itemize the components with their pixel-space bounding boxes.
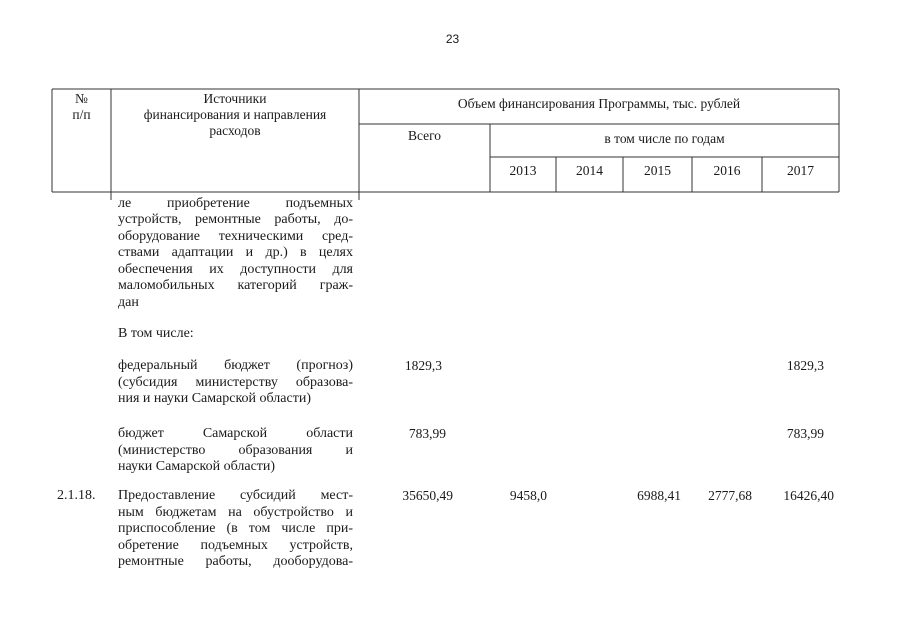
header-total: Всего — [407, 128, 442, 143]
regional-total: 783,99 — [408, 426, 446, 441]
item-2118-2015: 6988,41 — [637, 488, 681, 503]
header-year-2013: 2013 — [509, 163, 537, 178]
header-year-2014: 2014 — [576, 163, 603, 178]
regional-2017: 783,99 — [786, 426, 824, 441]
header-by-years: в том числе по годам — [604, 131, 725, 146]
federal-total: 1829,3 — [404, 358, 442, 373]
header-year-2017: 2017 — [787, 163, 814, 178]
continuation-line: маломобильных категорий граж- — [118, 278, 353, 293]
continuation-line: оборудование техническими сред- — [118, 229, 353, 244]
federal-budget-line: федеральный бюджет (прогноз) — [118, 358, 353, 373]
federal-budget-line: ния и науки Самарской области) — [118, 391, 311, 406]
header-year-2015: 2015 — [644, 163, 671, 178]
item-2118-line: Предоставление субсидий мест- — [118, 488, 353, 503]
page-number: 23 — [445, 32, 460, 46]
item-number: 2.1.18. — [57, 488, 96, 503]
federal-2017: 1829,3 — [786, 358, 824, 373]
header-source-line1: Источники — [203, 91, 267, 106]
header-num-line1: № — [75, 91, 88, 106]
continuation-line: ле приобретение подъемных — [118, 196, 353, 211]
header-source-line3: расходов — [209, 123, 261, 138]
continuation-line: ствами адаптации и др.) в целях — [118, 245, 353, 260]
regional-budget-line: бюджет Самарской области — [118, 426, 353, 441]
header-year-2016: 2016 — [713, 163, 741, 178]
regional-budget-line: науки Самарской области) — [118, 459, 276, 474]
item-2118-line: обретение подъемных устройств, — [118, 538, 353, 553]
regional-budget-line: (министерство образования и — [118, 443, 353, 458]
continuation-line: дан — [118, 295, 139, 310]
federal-budget-line: (субсидия министерству образова- — [118, 375, 353, 390]
including-label: В том числе: — [118, 326, 194, 341]
header-source-line2: финансирования и направления — [143, 107, 327, 122]
item-2118-2017: 16426,40 — [783, 488, 834, 503]
continuation-line: обеспечения их доступности для — [118, 262, 353, 277]
item-2118-line: ным бюджетам на обустройство и — [118, 505, 353, 520]
item-2118-2016: 2777,68 — [708, 488, 752, 503]
item-2118-line: приспособление (в том числе при- — [118, 521, 353, 536]
header-num-line2: п/п — [72, 107, 91, 122]
item-2118-line: ремонтные работы, дооборудова- — [118, 554, 353, 569]
continuation-line: устройств, ремонтные работы, до- — [118, 212, 353, 227]
item-2118-total: 35650,49 — [402, 488, 453, 503]
item-2118-2013: 9458,0 — [509, 488, 547, 503]
header-volume: Объем финансирования Программы, тыс. рублей — [457, 96, 741, 111]
